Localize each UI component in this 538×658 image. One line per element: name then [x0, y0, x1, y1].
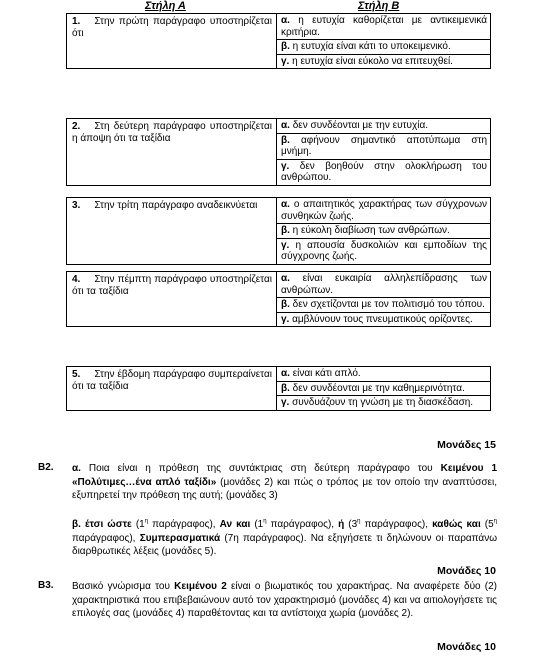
option	[277, 119, 490, 134]
b2a-letter: α.	[72, 463, 81, 474]
statement-text: Στην τρίτη παράγραφο αναδεικνύεται	[94, 200, 258, 211]
statement-text: Στην έβδομη παράγραφο συμπεραίνεται ότι τα ταξίδια	[72, 369, 272, 392]
option-letter: γ.	[281, 55, 290, 67]
matching-block-2	[66, 118, 491, 186]
option-letter: α.	[281, 120, 290, 131]
b3-bold1: Κειμένου 2	[174, 581, 227, 592]
b2b-word5: Συμπερασματικά	[139, 532, 221, 544]
sup: η	[493, 518, 498, 525]
option-text: δεν σχετίζονται με τον πολιτισμό του τόπου.	[292, 299, 485, 310]
statement-2	[67, 119, 277, 185]
b2b-word3: ή	[338, 519, 345, 530]
b2b-word2: Αν και	[219, 519, 251, 530]
b2b-par2: (1	[254, 519, 264, 530]
option-text: δεν βοηθούν στην ολοκλήρωση του ανθρώπου.	[281, 160, 488, 183]
suffix: παράγραφος),	[266, 519, 335, 530]
b2b-par4: (5	[484, 519, 494, 530]
statement-text: Στην πρώτη παράγραφο υποστηρίζεται ότι	[72, 16, 272, 39]
option-letter: α.	[281, 368, 290, 379]
question-b3-label: Β3.	[38, 580, 54, 591]
matching-block-5	[66, 366, 491, 411]
sup: η	[263, 518, 267, 525]
b2b-par1: (1	[135, 519, 145, 530]
b3-text1: Βασικό γνώρισμα του	[72, 581, 170, 592]
statement-3	[67, 198, 277, 264]
column-b-header: Στήλη Β	[358, 0, 400, 12]
option	[277, 382, 490, 397]
column-a-header: Στήλη Α	[145, 0, 186, 12]
option-text: δεν συνδέονται με την ευτυχία.	[292, 120, 429, 131]
statement-text: Στη δεύτερη παράγραφο υποστηρίζεται η άποψη ότι τα ταξίδια	[72, 121, 272, 144]
marks-b2: Μονάδες 10	[437, 565, 496, 577]
option-letter: γ.	[281, 313, 290, 325]
question-b3	[72, 580, 497, 621]
option-text: η ευτυχία καθορίζεται με αντικειμενικά κριτήρια.	[281, 15, 487, 38]
option	[277, 55, 490, 69]
option-text: η ευτυχία είναι εύκολο να επιτευχθεί.	[292, 55, 453, 67]
statement-number: 5.	[72, 369, 81, 380]
sup: η	[357, 518, 361, 525]
b2b-word1: έτσι ώστε	[84, 519, 132, 530]
option	[277, 198, 490, 224]
matching-block-1	[66, 13, 491, 69]
options-5	[277, 367, 490, 410]
option	[277, 396, 490, 410]
matching-block-4	[66, 271, 491, 327]
option-text: η απουσία δυσκολιών και εμποδίων της σύγχρονης ζωής.	[281, 239, 488, 262]
options-3	[277, 198, 490, 264]
option-letter: β.	[281, 225, 290, 236]
option	[277, 298, 490, 313]
option-text: συνδυάζουν τη γνώση με τη διασκέδαση.	[292, 397, 474, 408]
option-letter: β.	[281, 299, 290, 310]
statement-number: 2.	[72, 121, 81, 132]
option-text: είναι κάτι απλό.	[292, 368, 361, 379]
matching-block-3	[66, 197, 491, 265]
b2a-bold2: «Πολύτιμες…ένα απλό ταξίδι»	[72, 476, 217, 488]
marks-b3: Μονάδες 10	[437, 641, 496, 653]
option-letter: β.	[281, 382, 290, 394]
option-text: ο απαιτητικός χαρακτήρας των σύγχρονων συνθηκών ζωής.	[281, 199, 487, 222]
option	[277, 239, 490, 264]
options-1	[277, 14, 490, 68]
option-letter: α.	[281, 199, 290, 210]
option	[277, 367, 490, 382]
option-text: η ευτυχία είναι κάτι το υποκειμενικό.	[292, 41, 451, 52]
b2b-word4: καθώς και	[432, 519, 481, 530]
b2b-letter: β.	[72, 519, 81, 530]
question-b2-label: Β2.	[38, 462, 54, 473]
b3-text2: είναι ο βιωματικός του χαρακτήρας. Να αναφέρετε δύο (2) χαρακτηριστικά που επιβεβαιώνουν αυτό τον χαρακτηρισμό (μονάδες 4) και να αιτιολογήσετε τις επιλογές σας (μονάδες 4) παραθέτοντας και τα αντίστοιχα χωρία (μονάδες 2).	[72, 581, 498, 619]
option-text: η εύκολη διαβίωση των ανθρώπων.	[292, 225, 450, 236]
question-b2b	[72, 518, 497, 559]
b2b-par5: (7η παράγραφος). Να εξηγήσετε τι δηλώνουν οι παραπάνω διαρθρωτικές λέξεις (μονάδες 5).	[72, 532, 498, 557]
question-b2a	[72, 462, 497, 503]
suffix: παράγραφος),	[72, 532, 136, 544]
statement-4	[67, 272, 277, 326]
sup: η	[144, 518, 149, 525]
options-2	[277, 119, 490, 185]
option-text: αφήνουν σημαντικό αποτύπωμα στη μνήμη.	[281, 134, 488, 157]
b2a-bold1: Κειμένου 1	[440, 463, 498, 474]
option-letter: γ.	[281, 239, 290, 251]
suffix: παράγραφος),	[360, 519, 429, 530]
option-letter: β.	[281, 41, 290, 52]
option	[277, 313, 490, 327]
statement-5	[67, 367, 277, 410]
option-letter: α.	[281, 273, 290, 284]
option	[277, 160, 490, 185]
options-4	[277, 272, 490, 326]
statement-number: 3.	[72, 200, 81, 211]
b2a-text1: Ποια είναι η πρόθεση της συντάκτριας στη δεύτερη παράγραφο του	[88, 463, 433, 474]
marks-b1: Μονάδες 15	[437, 439, 496, 451]
statement-1	[67, 14, 277, 68]
option	[277, 40, 490, 55]
option-letter: β.	[281, 134, 290, 146]
option-text: δεν συνδέονται με την καθημερινότητα.	[292, 382, 465, 394]
option-text: αμβλύνουν τους πνευματικούς ορίζοντες.	[292, 313, 473, 325]
statement-number: 1.	[72, 16, 81, 27]
option-letter: γ.	[281, 160, 290, 172]
suffix: παράγραφος),	[148, 519, 216, 530]
statement-text: Στην πέμπτη παράγραφο υποστηρίζεται ότι τα ταξίδια	[72, 274, 272, 297]
option	[277, 272, 490, 298]
option-letter: γ.	[281, 397, 290, 408]
b2a-text2: (μονάδες 2) και πώς ο τρόπος με τον οποίο την αναπτύσσει, εξυπηρετεί την πρόθεση της αυτή; (μονάδες 3)	[72, 476, 497, 501]
option-letter: α.	[281, 15, 290, 26]
option-text: είναι ευκαιρία αλληλεπίδρασης των ανθρώπων.	[281, 273, 487, 296]
b2b-par3: (3	[348, 519, 358, 530]
option	[277, 134, 490, 160]
option	[277, 14, 490, 40]
statement-number: 4.	[72, 274, 81, 285]
option	[277, 224, 490, 239]
